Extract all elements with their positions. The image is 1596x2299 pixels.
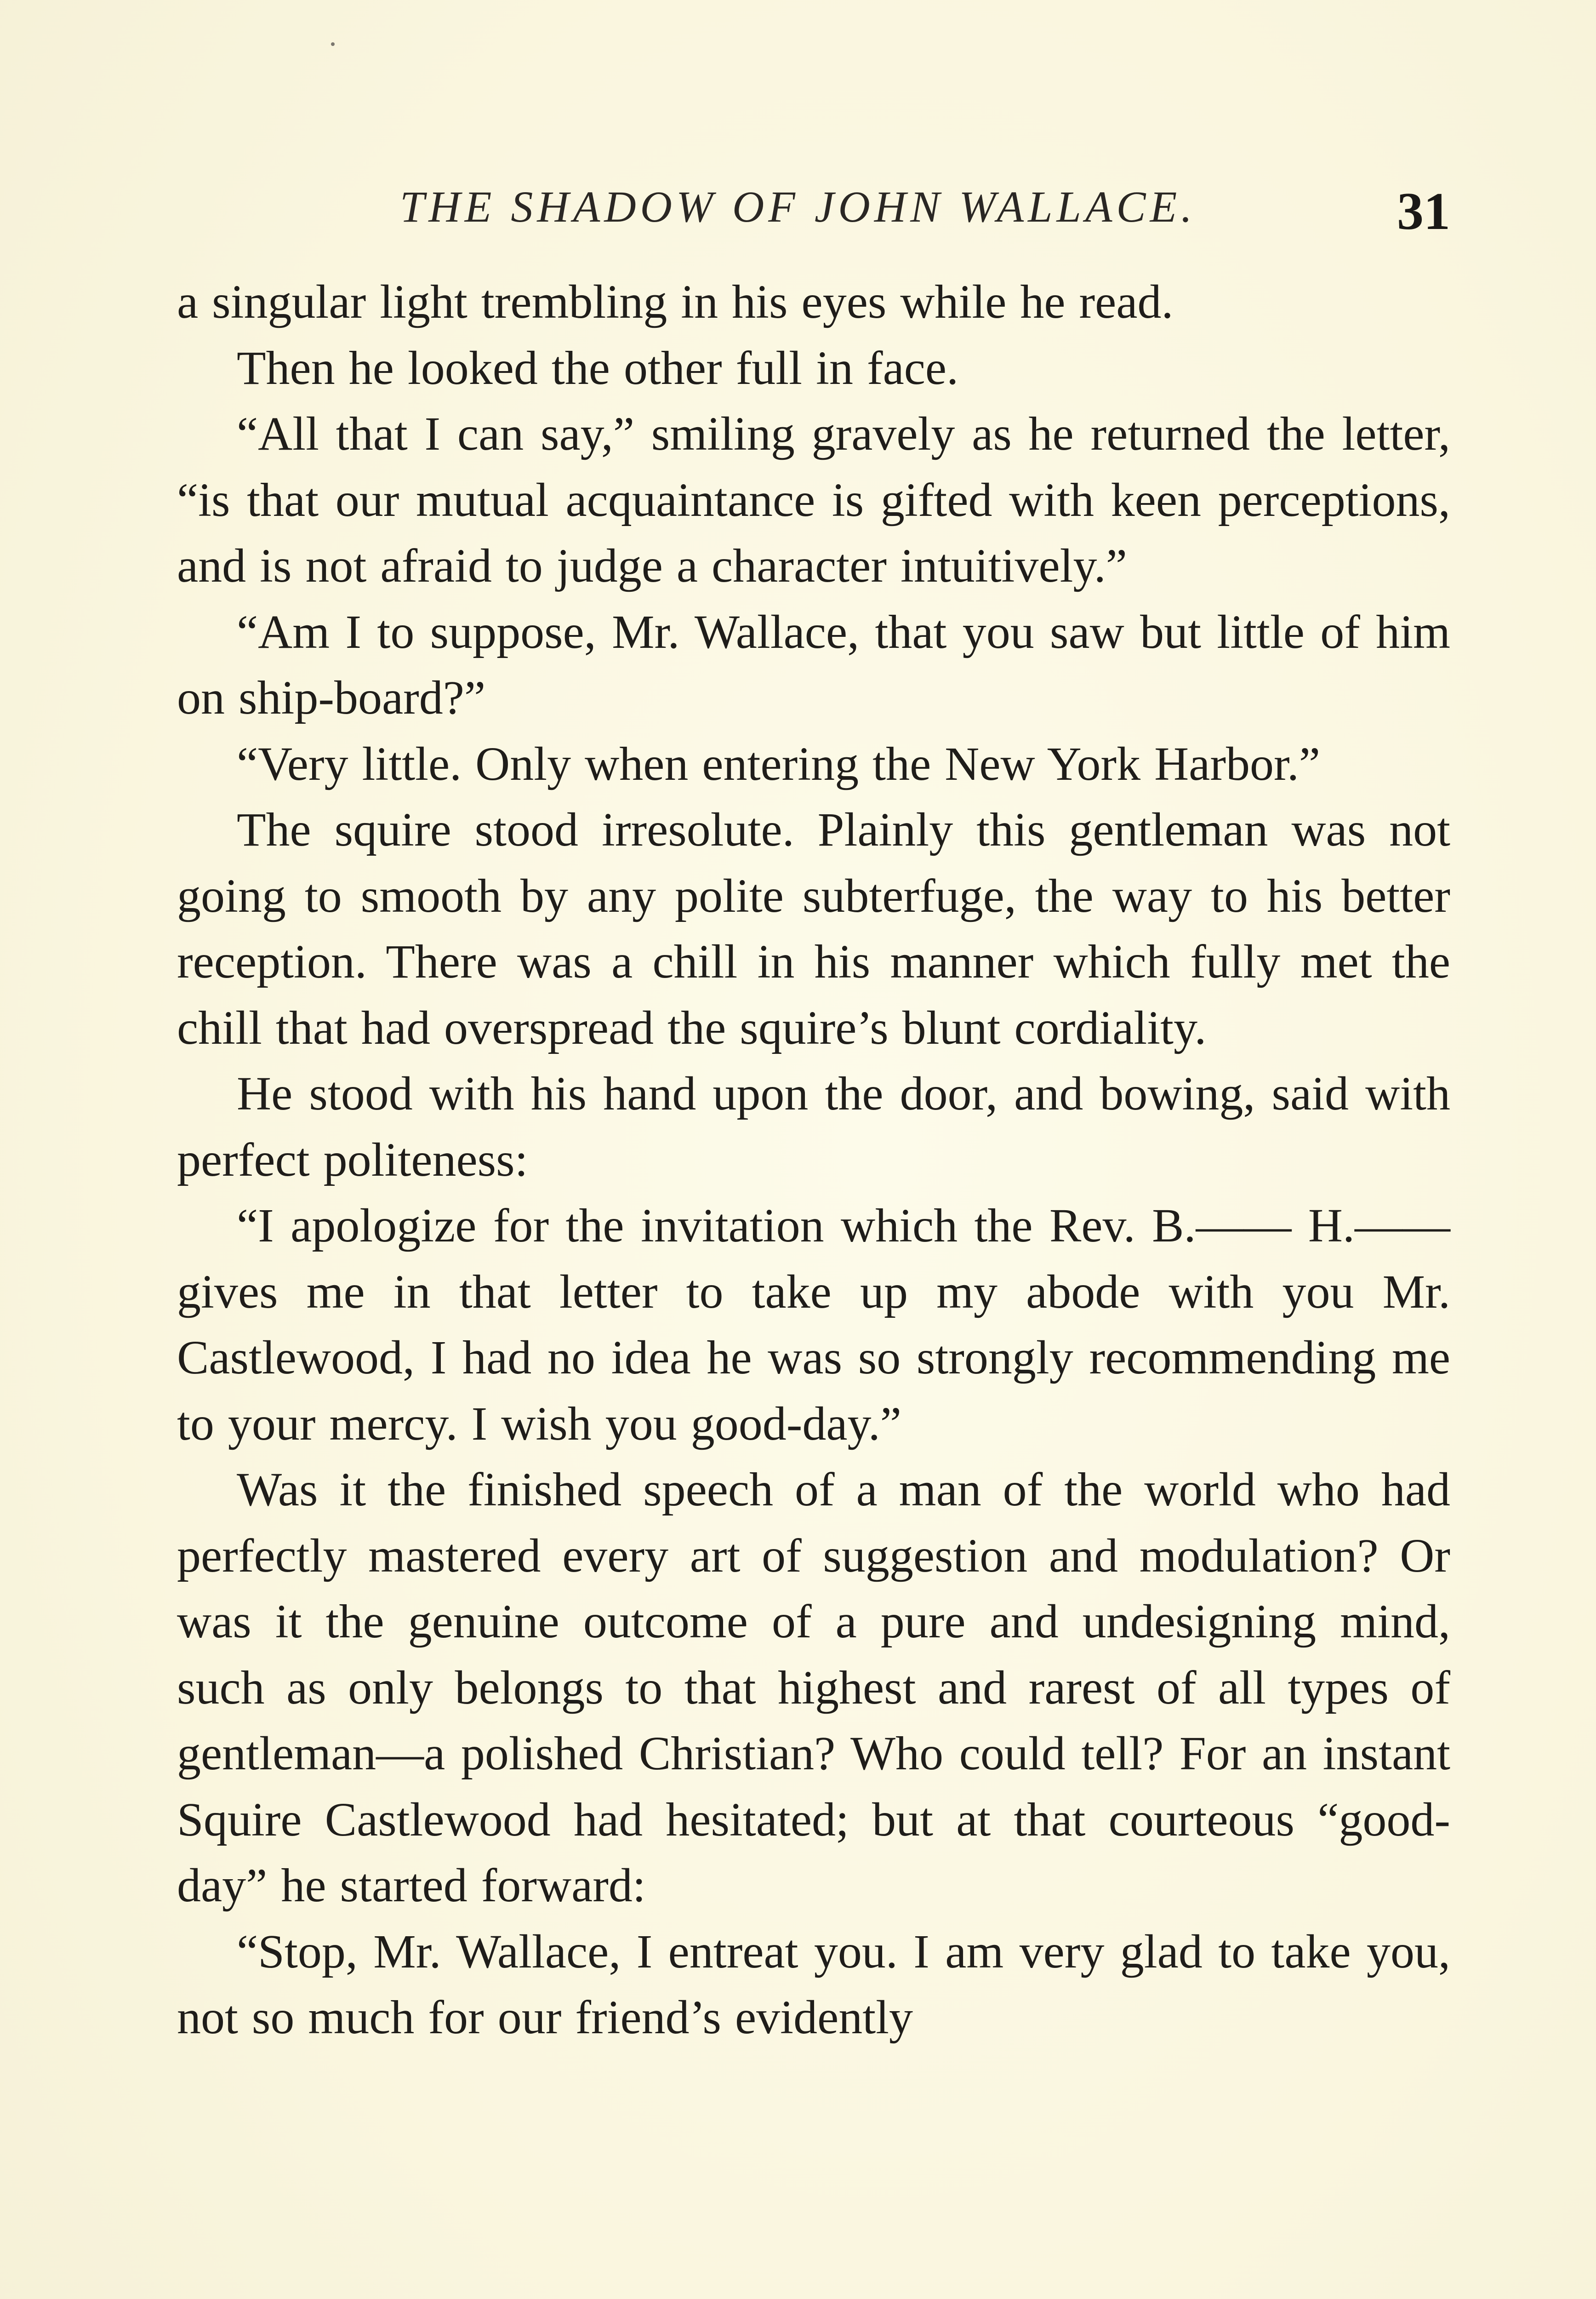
body-text [177,269,1450,2299]
paragraph: Then he looked the other full in face. [237,341,959,395]
paragraph: “I apologize for the invitation which the Rev. B.—— H.——gives me in that letter to take up my abode with you Mr. Castlewood, I had no idea he was so strongly recommending me to your mercy. I wish you good-day.” [177,1199,1450,1450]
paragraph: Was it the finished speech of a man of the world who had perfectly mastered every art of suggestion and modulation? Or was it the genuine outcome of a pure and undesigning mind, such as only belongs to that highest and rarest of all types of gentleman—a polished Christian? Who could tell? For an instant Squire Castlewood had hesitated; but at that courteous “good-day” he started forward: [177,1463,1450,1912]
paragraph: “All that I can say,” smiling gravely as he returned the letter, “is that our mutual acquaintance is gifted with keen perceptions, and is not afraid to judge a character intuitively.” [177,407,1450,592]
page-header [177,175,1450,239]
paragraph: a singular light trembling in his eyes while he read. [177,275,1174,328]
paragraph: “Very little. Only when entering the New York Harbor.” [237,737,1321,790]
paragraph: The squire stood irresolute. Plainly this gentleman was not going to smooth by any polite subterfuge, the way to his better reception. There was a chill in his manner which fully met the chill that had overspread the squire’s blunt cordiality. [177,803,1450,1054]
paragraph: “Am I to suppose, Mr. Wallace, that you saw but little of him on ship-board?” [177,605,1450,724]
paragraph: He stood with his hand upon the door, and bowing, said with perfect politeness: [177,1067,1450,1186]
paragraph: “Stop, Mr. Wallace, I entreat you. I am very glad to take you, not so much for our friend’s evidently [177,1925,1450,2044]
page-number: 31 [1397,182,1450,241]
running-title: THE SHADOW OF JOHN WALLACE. [400,182,1197,231]
paper-speck [331,42,335,46]
